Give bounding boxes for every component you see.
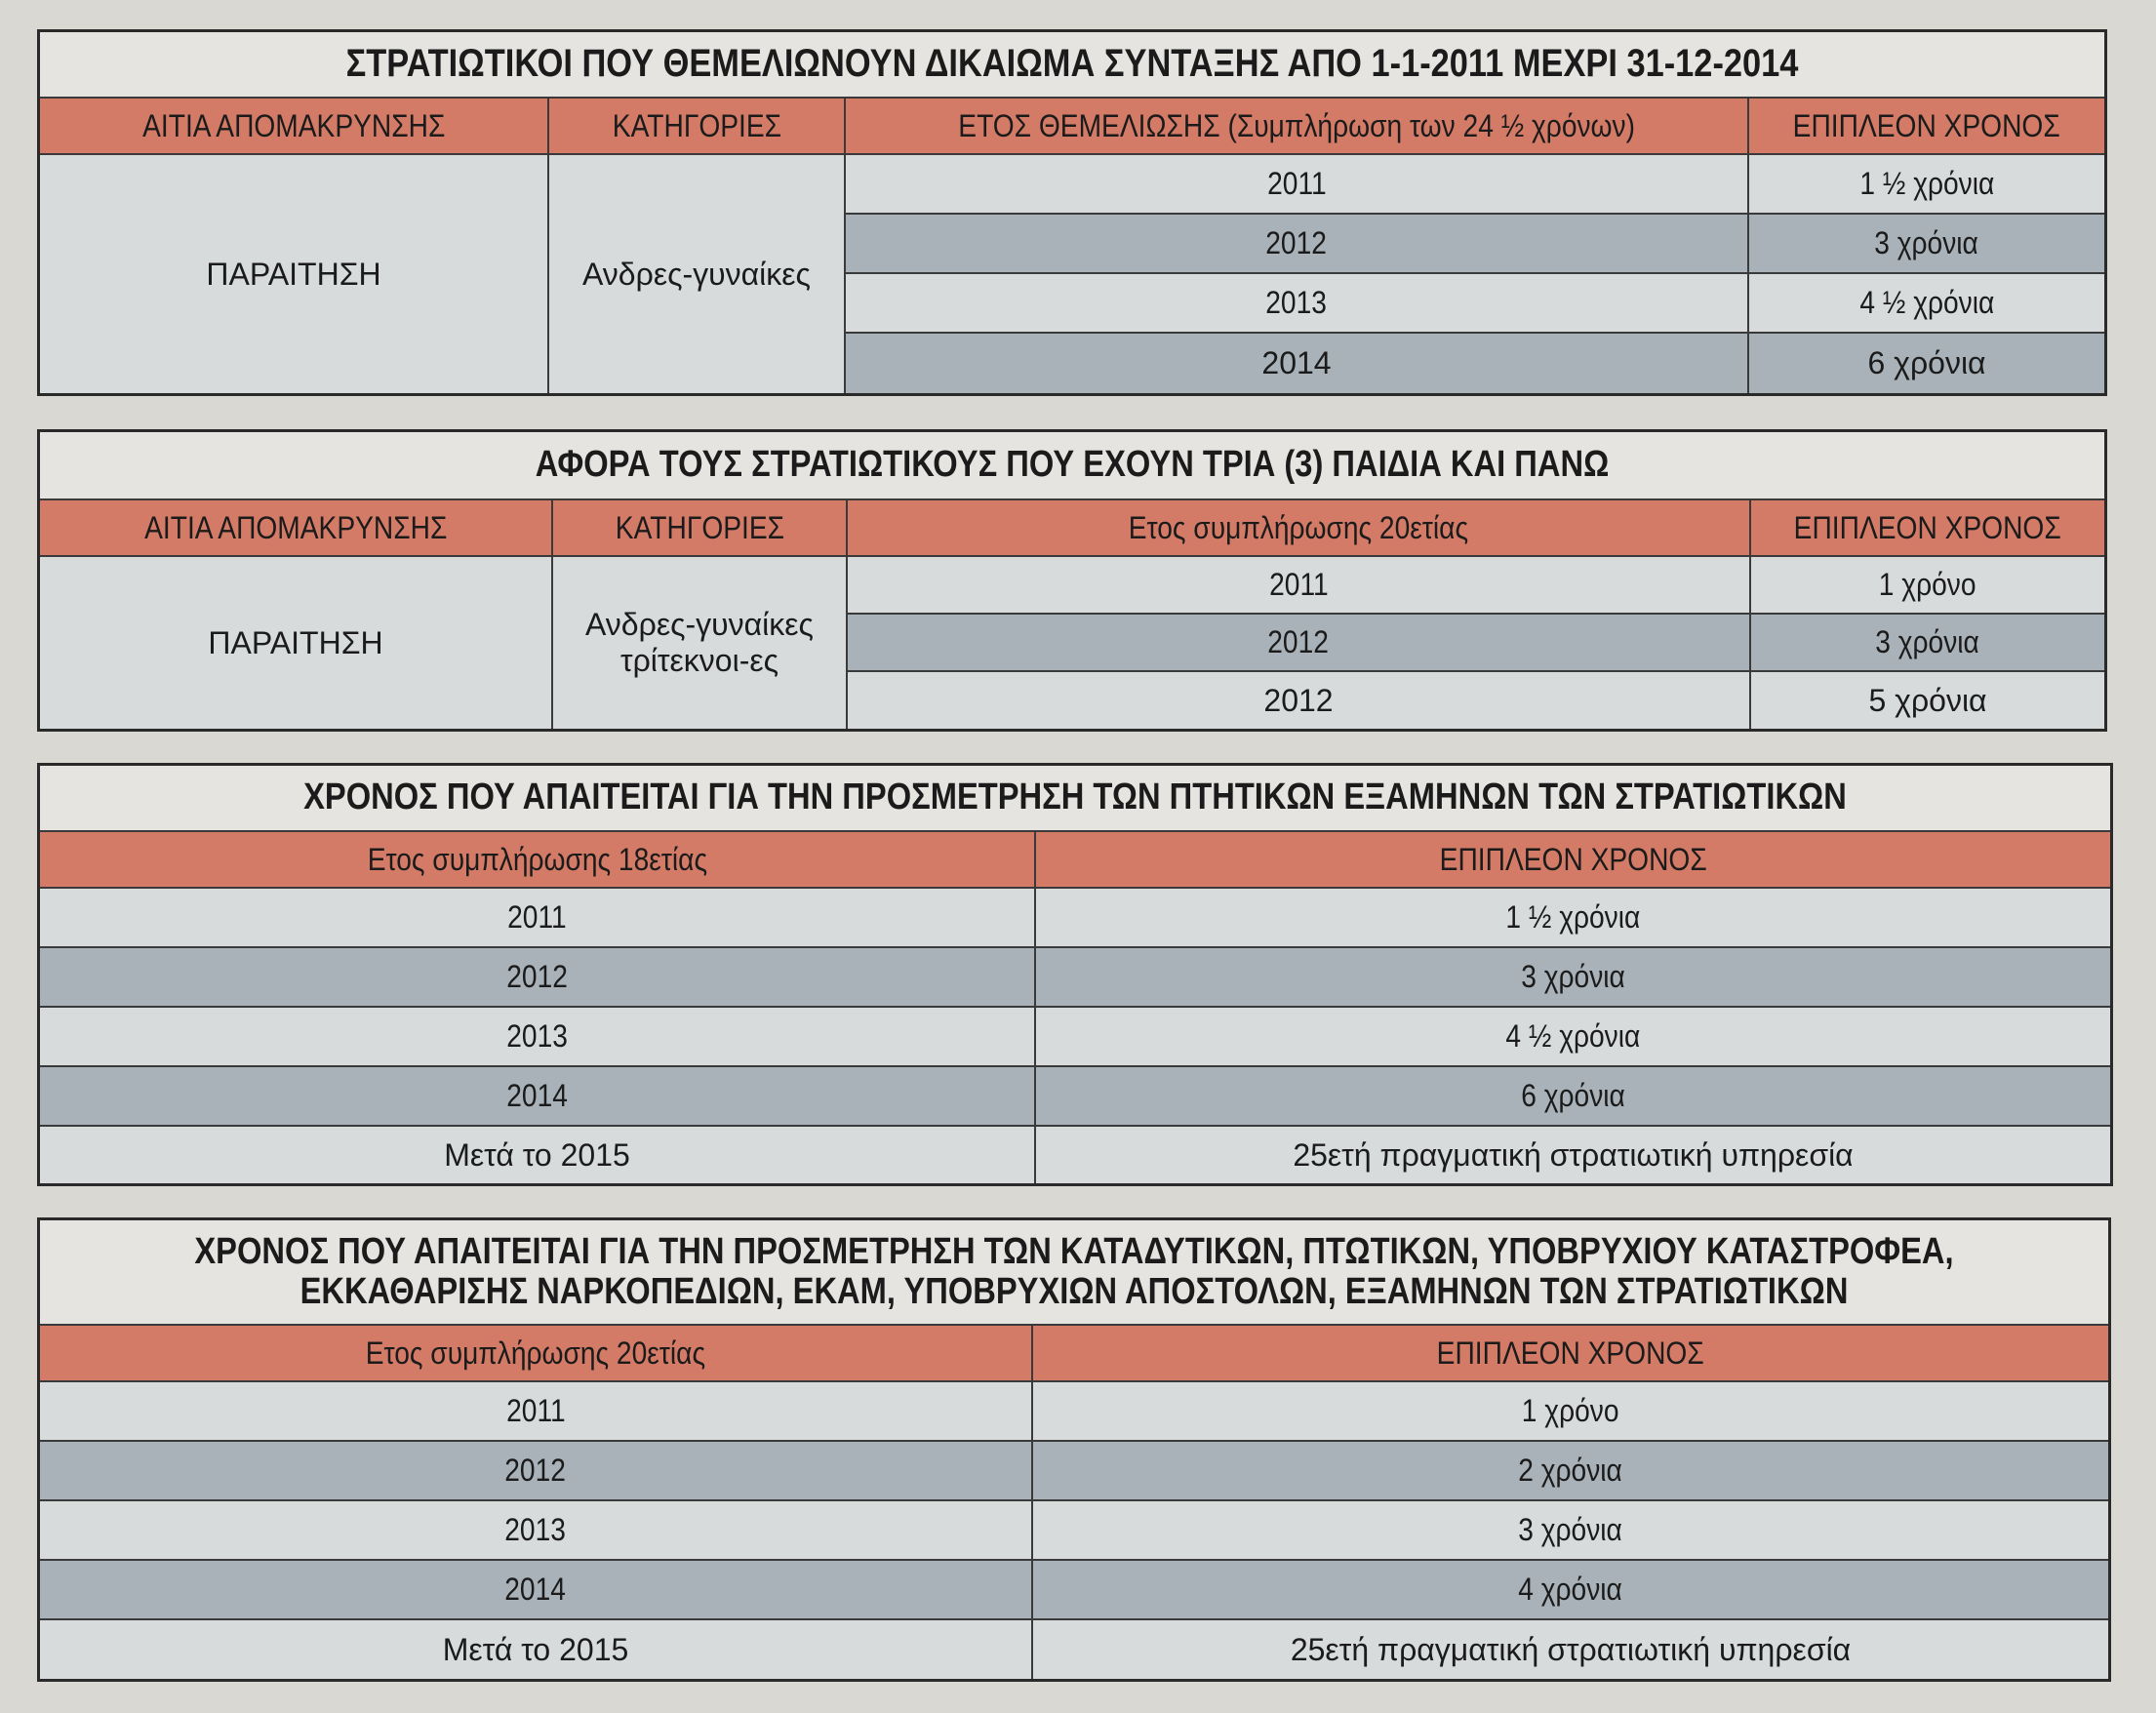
header-extra-time: ΕΠΙΠΛΕΟΝ ΧΡΟΝΟΣ bbox=[1751, 498, 2104, 557]
table-row-year: 2011 bbox=[846, 155, 1749, 215]
table-row-year: 2011 bbox=[40, 1382, 1033, 1442]
header-extra-time: ΕΠΙΠΛΕΟΝ ΧΡΟΝΟΣ bbox=[1036, 830, 2110, 889]
header-reason: ΑΙΤΙΑ ΑΠΟΜΑΚΡΥΝΣΗΣ bbox=[40, 498, 553, 557]
header-extra-time: ΕΠΙΠΛΕΟΝ ΧΡΟΝΟΣ bbox=[1033, 1324, 2108, 1382]
header-year: Ετος συμπλήρωσης 20ετίας bbox=[848, 498, 1751, 557]
header-extra-time: ΕΠΙΠΛΕΟΝ ΧΡΟΝΟΣ bbox=[1749, 97, 2104, 155]
header-year: ΕΤΟΣ ΘΕΜΕΛΙΩΣΗΣ (Συμπλήρωση των 24 ½ χρόνων) bbox=[846, 97, 1749, 155]
table-row-extra: 5 χρόνια bbox=[1751, 672, 2104, 729]
reason-cell: ΠΑΡΑΙΤΗΣΗ bbox=[40, 155, 549, 393]
table-row-extra: 25ετή πραγματική στρατιωτική υπηρεσία bbox=[1036, 1127, 2110, 1183]
table-row-year: 2012 bbox=[848, 615, 1751, 672]
table-row-extra: 3 χρόνια bbox=[1751, 615, 2104, 672]
table-row-extra: 3 χρόνια bbox=[1033, 1501, 2108, 1561]
table-row-year: Μετά το 2015 bbox=[40, 1127, 1036, 1183]
table-row-extra: 3 χρόνια bbox=[1749, 215, 2104, 274]
header-categories: ΚΑΤΗΓΟΡΙΕΣ bbox=[549, 97, 846, 155]
table-title bbox=[184, 1220, 1963, 1324]
table-row-year: 2014 bbox=[846, 334, 1749, 393]
table-row-year: 2013 bbox=[40, 1501, 1033, 1561]
table-row-extra: 1 ½ χρόνια bbox=[1036, 889, 2110, 948]
table-title: ΧΡΟΝΟΣ ΠΟΥ ΑΠΑΙΤΕΙΤΑΙ ΓΙΑ ΤΗΝ ΠΡΟΣΜΕΤΡΗΣΗ ΤΩΝ ΠΤΗΤΙΚΩΝ ΕΞΑΜΗΝΩΝ ΤΩΝ ΣΤΡΑΤΙΩΤΙΚΩΝ bbox=[303, 777, 1847, 818]
table-row-extra: 25ετή πραγματική στρατιωτική υπηρεσία bbox=[1033, 1620, 2108, 1679]
table-row-extra: 1 ½ χρόνια bbox=[1749, 155, 2104, 215]
table-row-year: 2014 bbox=[40, 1067, 1036, 1127]
category-cell: Ανδρες-γυναίκες τρίτεκνοι-ες bbox=[553, 557, 848, 729]
header-year: Ετος συμπλήρωσης 20ετίας bbox=[40, 1324, 1033, 1382]
table-three-children bbox=[37, 429, 2107, 732]
table-row-extra: 6 χρόνια bbox=[1749, 334, 2104, 393]
table-row-year: 2012 bbox=[40, 1442, 1033, 1501]
table-row-extra: 6 χρόνια bbox=[1036, 1067, 2110, 1127]
table-row-year: 2011 bbox=[848, 557, 1751, 615]
table-row-extra: 1 χρόνο bbox=[1033, 1382, 2108, 1442]
header-reason: ΑΙΤΙΑ ΑΠΟΜΑΚΡΥΝΣΗΣ bbox=[40, 97, 549, 155]
category-cell: Ανδρες-γυναίκες bbox=[549, 155, 846, 393]
table-title-line: ΕΚΚΑΘΑΡΙΣΗΣ ΝΑΡΚΟΠΕΔΙΩΝ, ΕΚΑΜ, ΥΠΟΒΡΥΧΙΩΝ ΑΠΟΣΤΟΛΩΝ, ΕΞΑΜΗΝΩΝ ΤΩΝ ΣΤΡΑΤΙΩΤΙΚΩΝ bbox=[299, 1271, 1849, 1312]
table-title-line: ΧΡΟΝΟΣ ΠΟΥ ΑΠΑΙΤΕΙΤΑΙ ΓΙΑ ΤΗΝ ΠΡΟΣΜΕΤΡΗΣΗ ΤΩΝ ΚΑΤΑΔΥΤΙΚΩΝ, ΠΤΩΤΙΚΩΝ, ΥΠΟΒΡΥΧΙΟΥ ΚΑΤΑΣΤΡΟΦΕΑ, bbox=[194, 1230, 1954, 1272]
table-row-year: 2014 bbox=[40, 1561, 1033, 1620]
table-flight-semesters bbox=[37, 763, 2113, 1186]
table-row-extra: 3 χρόνια bbox=[1036, 948, 2110, 1008]
table-row-extra: 4 ½ χρόνια bbox=[1036, 1008, 2110, 1067]
table-title: ΑΦΟΡΑ ΤΟΥΣ ΣΤΡΑΤΙΩΤΙΚΟΥΣ ΠΟΥ ΕΧΟΥΝ ΤΡΙΑ (3) ΠΑΙΔΙΑ ΚΑΙ ΠΑΝΩ bbox=[535, 444, 1610, 486]
table-row-year: 2012 bbox=[40, 948, 1036, 1008]
table-row-year: 2011 bbox=[40, 889, 1036, 948]
table-row-year: Μετά το 2015 bbox=[40, 1620, 1033, 1679]
table-diving-semesters bbox=[37, 1217, 2111, 1682]
header-categories: ΚΑΤΗΓΟΡΙΕΣ bbox=[553, 498, 848, 557]
table-row-extra: 1 χρόνο bbox=[1751, 557, 2104, 615]
table-row-extra: 4 ½ χρόνια bbox=[1749, 274, 2104, 334]
table-row-year: 2012 bbox=[848, 672, 1751, 729]
reason-cell: ΠΑΡΑΙΤΗΣΗ bbox=[40, 557, 553, 729]
table-row-year: 2013 bbox=[40, 1008, 1036, 1067]
table-row-extra: 4 χρόνια bbox=[1033, 1561, 2108, 1620]
header-year: Ετος συμπλήρωσης 18ετίας bbox=[40, 830, 1036, 889]
table-row-extra: 2 χρόνια bbox=[1033, 1442, 2108, 1501]
table-row-year: 2013 bbox=[846, 274, 1749, 334]
table-row-year: 2012 bbox=[846, 215, 1749, 274]
table-pension-rights-2011-2014 bbox=[37, 29, 2107, 396]
table-title: ΣΤΡΑΤΙΩΤΙΚΟΙ ΠΟΥ ΘΕΜΕΛΙΩΝΟΥΝ ΔΙΚΑΙΩΜΑ ΣΥΝΤΑΞΗΣ ΑΠΟ 1-1-2011 ΜΕΧΡΙ 31-12-2014 bbox=[345, 42, 1799, 86]
